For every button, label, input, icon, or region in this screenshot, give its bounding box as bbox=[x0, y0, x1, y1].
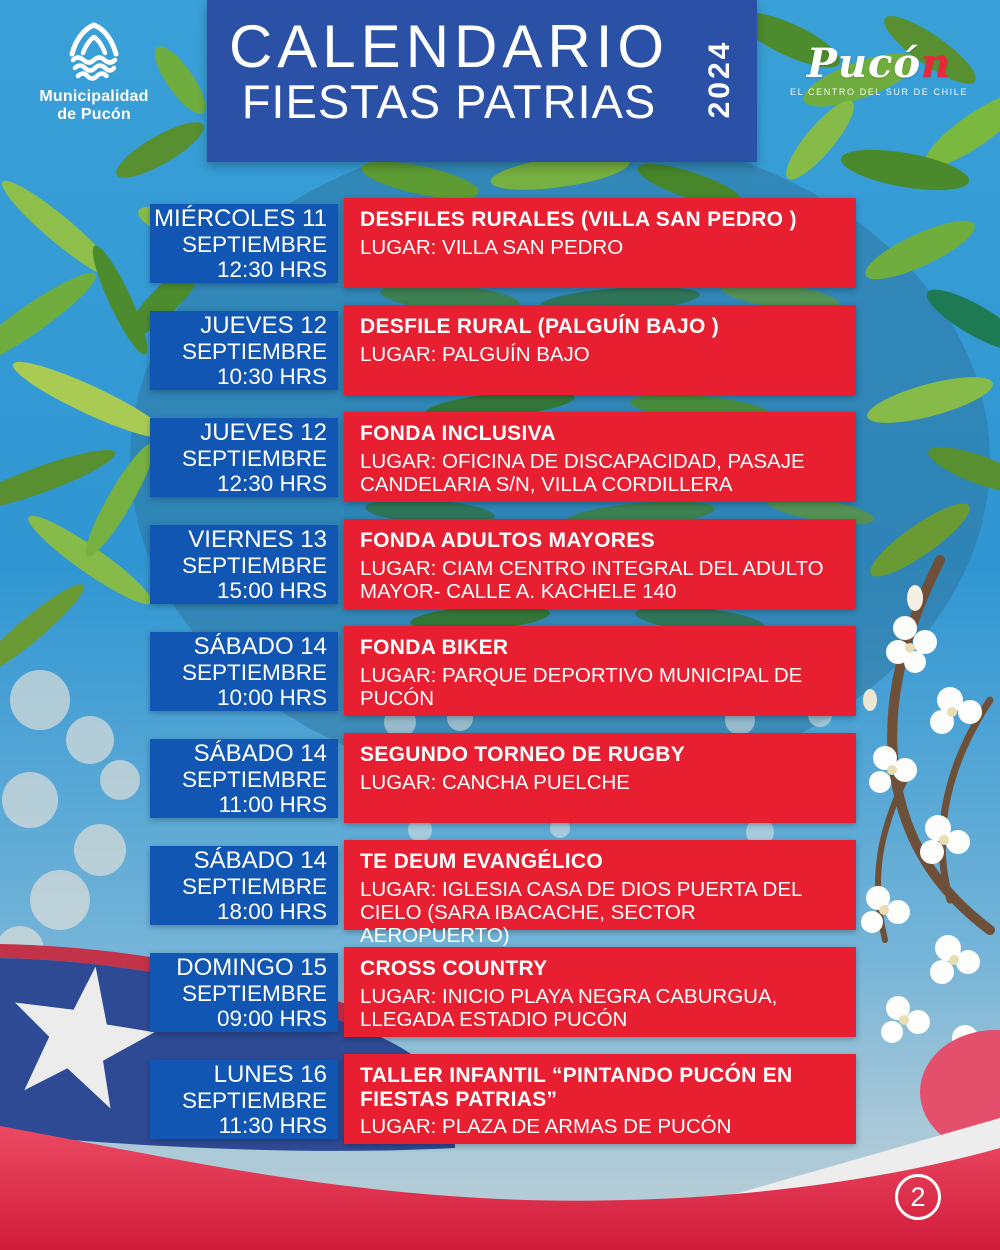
event-time: 11:00 HRS bbox=[218, 791, 327, 817]
event-title: FONDA INCLUSIVA bbox=[360, 422, 556, 445]
event-row bbox=[150, 626, 862, 716]
event-day: JUEVES 12 bbox=[200, 418, 327, 446]
event-detail-block bbox=[344, 626, 856, 716]
event-date-block bbox=[150, 632, 338, 711]
event-time: 10:30 HRS bbox=[216, 363, 327, 389]
event-row bbox=[150, 840, 862, 947]
event-location: LUGAR: PARQUE DEPORTIVO MUNICIPAL DE PUCÓN bbox=[360, 663, 803, 710]
event-row bbox=[150, 947, 862, 1037]
event-month: SEPTIEMBRE bbox=[181, 766, 327, 792]
event-month: SEPTIEMBRE bbox=[181, 659, 327, 685]
event-location: LUGAR: VILLA SAN PEDRO bbox=[360, 235, 624, 259]
event-day: SÁBADO 14 bbox=[193, 739, 327, 767]
event-row bbox=[150, 519, 862, 609]
event-location: LUGAR: PALGUÍN BAJO bbox=[360, 342, 590, 366]
event-row bbox=[150, 198, 862, 288]
event-detail-block bbox=[344, 733, 856, 823]
event-date-block bbox=[150, 418, 338, 497]
event-location: LUGAR: INICIO PLAYA NEGRA CABURGUA, LLEGADA ESTADIO PUCÓN bbox=[360, 984, 778, 1031]
event-day: JUEVES 12 bbox=[200, 311, 327, 339]
event-detail-block bbox=[344, 947, 856, 1037]
event-detail-block bbox=[344, 305, 856, 395]
event-month: SEPTIEMBRE bbox=[181, 231, 327, 257]
event-day: DOMINGO 15 bbox=[176, 953, 327, 981]
event-detail-block bbox=[344, 1054, 856, 1144]
event-title: FONDA ADULTOS MAYORES bbox=[360, 529, 655, 552]
event-row bbox=[150, 1054, 862, 1144]
event-row bbox=[150, 412, 862, 502]
municipality-name-line1: Municipalidad bbox=[39, 88, 149, 105]
banner-title-line2: FIESTAS PATRIAS bbox=[241, 75, 657, 129]
banner-year: 2024 bbox=[703, 39, 736, 119]
event-row bbox=[150, 305, 862, 395]
event-title: DESFILE RURAL (PALGUÍN BAJO ) bbox=[360, 315, 720, 338]
event-time: 09:00 HRS bbox=[216, 1005, 327, 1031]
event-day: VIERNES 13 bbox=[188, 525, 327, 553]
pucon-brand-logo bbox=[784, 40, 974, 97]
pucon-wordmark-accent: n bbox=[921, 40, 952, 87]
event-title: DESFILES RURALES (VILLA SAN PEDRO ) bbox=[360, 208, 797, 231]
event-title: TALLER INFANTIL “PINTANDO PUCÓN EN FIESTAS PATRIAS” bbox=[360, 1064, 793, 1111]
event-time: 12:30 HRS bbox=[216, 470, 327, 496]
event-title: SEGUNDO TORNEO DE RUGBY bbox=[360, 743, 686, 766]
municipality-logo bbox=[14, 20, 174, 124]
municipality-volcano-waves-icon bbox=[61, 20, 127, 82]
event-date-block bbox=[150, 204, 338, 283]
event-location: LUGAR: OFICINA DE DISCAPACIDAD, PASAJE CANDELARIA S/N, VILLA CORDILLERA bbox=[360, 449, 805, 496]
event-date-block bbox=[150, 311, 338, 390]
event-time: 15:00 HRS bbox=[216, 577, 327, 603]
event-date-block bbox=[150, 846, 338, 925]
municipality-name-line2: de Pucón bbox=[57, 105, 131, 123]
event-title: CROSS COUNTRY bbox=[360, 957, 548, 980]
event-date-block bbox=[150, 739, 338, 818]
event-detail-block bbox=[344, 519, 856, 609]
event-date-block bbox=[150, 525, 338, 604]
event-month: SEPTIEMBRE bbox=[181, 1087, 327, 1113]
title-banner bbox=[207, 0, 757, 162]
event-day: LUNES 16 bbox=[213, 1060, 327, 1088]
event-month: SEPTIEMBRE bbox=[181, 873, 327, 899]
event-day: SÁBADO 14 bbox=[193, 632, 327, 660]
event-day: SÁBADO 14 bbox=[193, 846, 327, 874]
event-title: TE DEUM EVANGÉLICO bbox=[360, 850, 604, 873]
pucon-wordmark: Pucón bbox=[806, 40, 952, 87]
event-detail-block bbox=[344, 198, 856, 288]
event-location: LUGAR: IGLESIA CASA DE DIOS PUERTA DEL CIELO (SARA IBACACHE, SECTOR AEROPUERTO) bbox=[360, 877, 802, 947]
event-month: SEPTIEMBRE bbox=[181, 980, 327, 1006]
event-time: 11:30 HRS bbox=[218, 1112, 327, 1138]
event-month: SEPTIEMBRE bbox=[181, 445, 327, 471]
event-title: FONDA BIKER bbox=[360, 636, 509, 659]
event-detail-block bbox=[344, 840, 856, 947]
pucon-tagline: EL CENTRO DEL SUR DE CHILE bbox=[790, 87, 968, 97]
event-list bbox=[150, 198, 862, 1144]
event-date-block bbox=[150, 1060, 338, 1139]
event-month: SEPTIEMBRE bbox=[181, 552, 327, 578]
event-location: LUGAR: CIAM CENTRO INTEGRAL DEL ADULTO MAYOR- CALLE A. KACHELE 140 bbox=[360, 556, 824, 603]
event-time: 12:30 HRS bbox=[216, 256, 327, 282]
event-day: MIÉRCOLES 11 bbox=[154, 204, 327, 232]
event-date-block bbox=[150, 953, 338, 1032]
event-time: 10:00 HRS bbox=[216, 684, 327, 710]
event-detail-block bbox=[344, 412, 856, 502]
event-row bbox=[150, 733, 862, 823]
event-location: LUGAR: CANCHA PUELCHE bbox=[360, 770, 630, 794]
event-time: 18:00 HRS bbox=[216, 898, 327, 924]
banner-title-line1: CALENDARIO bbox=[228, 13, 670, 80]
event-location: LUGAR: PLAZA DE ARMAS DE PUCÓN bbox=[360, 1115, 732, 1139]
page-number-badge: 2 bbox=[895, 1174, 941, 1220]
event-month: SEPTIEMBRE bbox=[181, 338, 327, 364]
